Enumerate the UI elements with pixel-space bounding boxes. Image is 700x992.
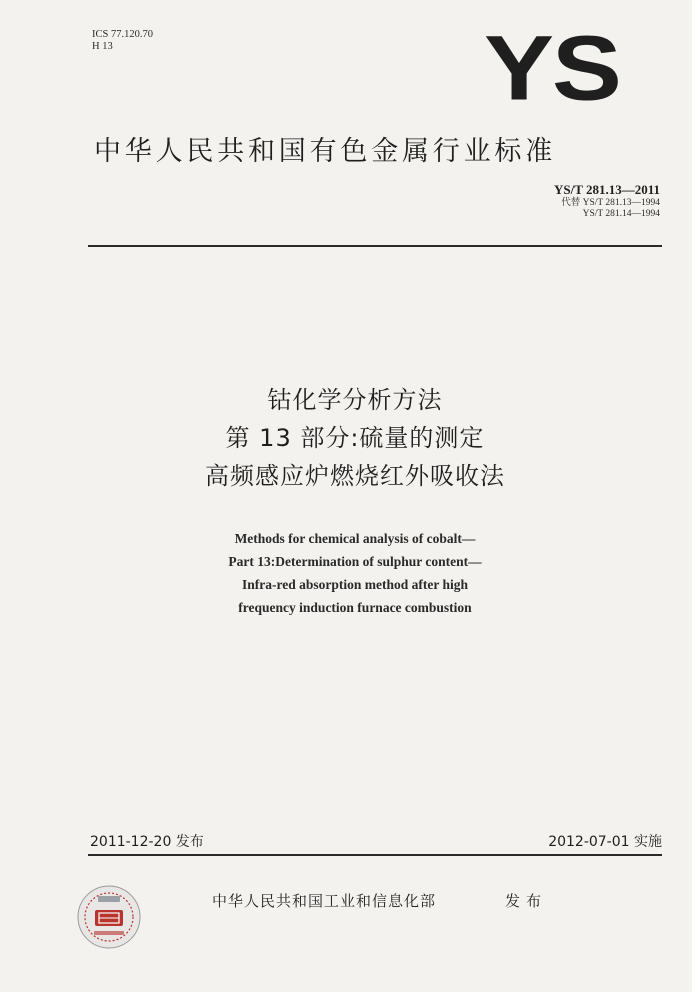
chinese-title-line-1: 钴化学分析方法 <box>267 386 443 414</box>
class-code: H 13 <box>92 41 113 52</box>
replaces-standards: 代替 YS/T 281.13—1994 YS/T 281.14—1994 <box>561 198 660 219</box>
publishing-authority: 中华人民共和国工业和信息化部 <box>212 892 437 910</box>
english-title-line-1: Methods for chemical analysis of cobalt— <box>234 531 476 546</box>
ys-logo: YS <box>484 16 620 120</box>
english-title-line-3: Infra-red absorption method after high <box>241 577 468 592</box>
classification-codes <box>92 29 153 53</box>
chinese-title <box>130 381 580 495</box>
bottom-divider <box>88 854 662 856</box>
standard-category-title: 中华人民共和国有色金属行业标准 <box>94 136 556 167</box>
implementation-date: 2012-07-01 实施 <box>548 834 662 850</box>
chinese-title-line-3: 高频感应炉燃烧红外吸收法 <box>205 462 505 490</box>
standard-number: YS/T 281.13—2011 <box>554 182 660 197</box>
chinese-title-line-2: 第 13 部分:硫量的测定 <box>225 424 485 452</box>
top-divider <box>88 245 662 247</box>
english-title-line-2: Part 13:Determination of sulphur content— <box>228 554 482 569</box>
publish-label: 发布 <box>505 892 548 910</box>
english-title <box>130 527 580 619</box>
page-edge <box>692 0 700 992</box>
ics-code: ICS 77.120.70 <box>92 29 153 40</box>
issue-date: 2011-12-20 发布 <box>90 834 204 850</box>
english-title-line-4: frequency induction furnace combustion <box>238 600 472 615</box>
anti-counterfeit-seal-icon <box>76 884 142 950</box>
